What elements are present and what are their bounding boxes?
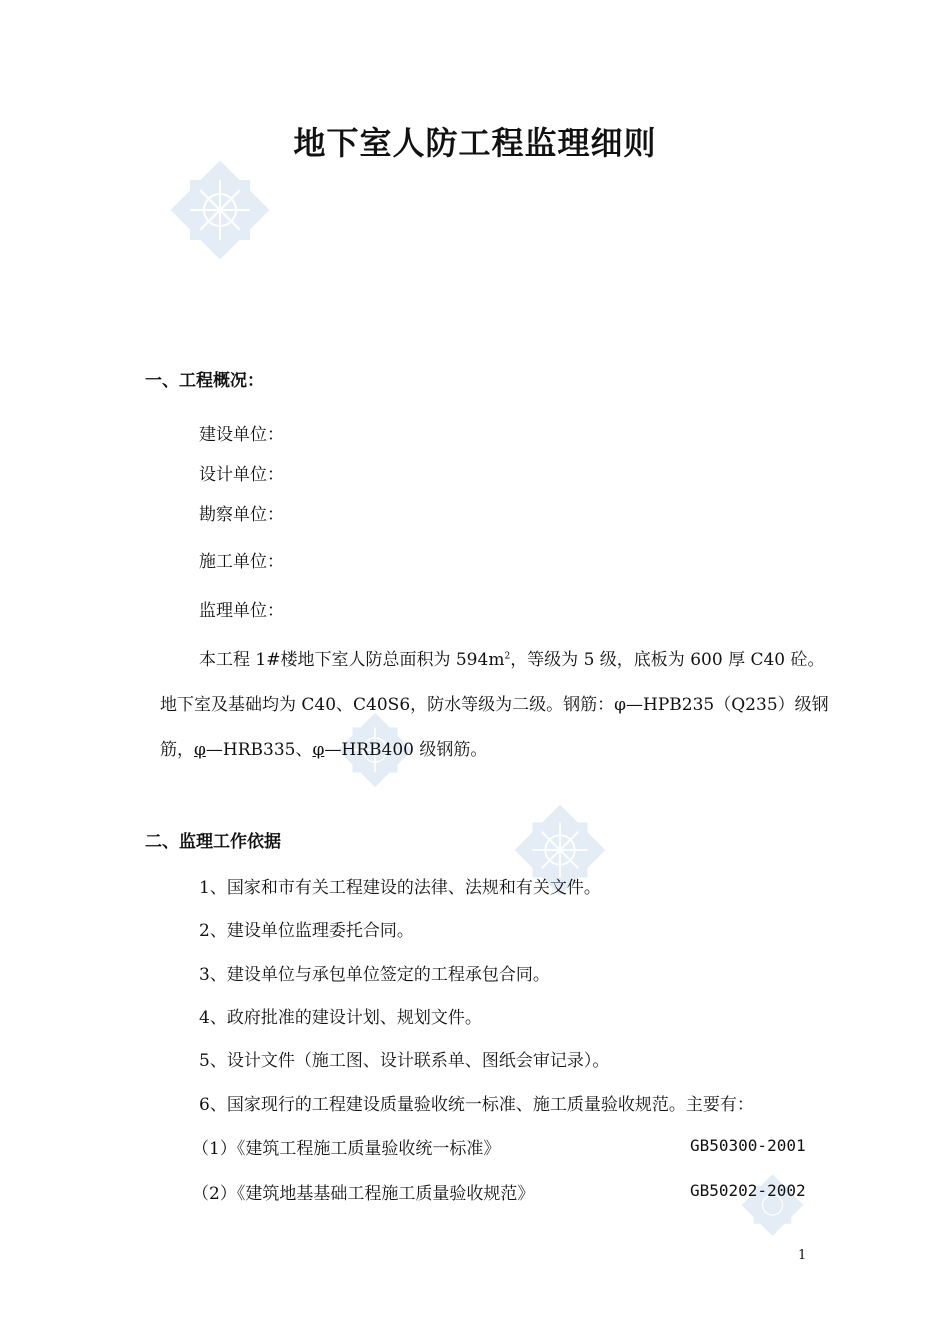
reference-code-1: GB50300-2001 bbox=[690, 1136, 806, 1155]
text-span: 筋， bbox=[160, 740, 194, 760]
phi-symbol: φ bbox=[312, 740, 325, 760]
basis-item-3: 3、建设单位与承包单位签定的工程承包合同。 bbox=[199, 965, 550, 985]
overview-paragraph-line-3 bbox=[160, 735, 487, 760]
basis-item-1: 1、国家和市有关工程建设的法律、法规和有关文件。 bbox=[199, 878, 601, 898]
reference-name-2: （2）《建筑地基基础工程施工质量验收规范》 bbox=[192, 1184, 535, 1204]
basis-item-4: 4、政府批准的建设计划、规划文件。 bbox=[199, 1008, 482, 1028]
text-span: 本工程 1#楼地下室人防总面积为 594 bbox=[199, 650, 489, 670]
section-heading-overview: 一、工程概况： bbox=[145, 371, 264, 391]
document-title: 地下室人防工程监理细则 bbox=[293, 124, 657, 162]
area-unit-superscript: 2 bbox=[504, 651, 511, 662]
watermark-emblem-icon bbox=[735, 1165, 810, 1245]
basis-item-6: 6、国家现行的工程建设质量验收统一标准、施工质量验收规范。主要有： bbox=[199, 1095, 754, 1115]
field-contractor: 施工单位： bbox=[199, 552, 284, 572]
basis-item-2: 2、建设单位监理委托合同。 bbox=[199, 921, 414, 941]
reference-code-2: GB50202-2002 bbox=[690, 1181, 806, 1200]
text-span: —HRB335、 bbox=[205, 740, 313, 760]
basis-item-5: 5、设计文件（施工图、设计联系单、图纸会审记录）。 bbox=[199, 1051, 610, 1071]
section-heading-basis: 二、监理工作依据 bbox=[145, 832, 281, 852]
text-span: ，等级为 5 级，底板为 600 厚 C40 砼。 bbox=[510, 650, 825, 670]
phi-symbol: φ bbox=[194, 740, 206, 760]
field-surveyor: 勘察单位： bbox=[199, 505, 284, 525]
reference-name-1: （1）《建筑工程施工质量验收统一标准》 bbox=[192, 1139, 501, 1159]
overview-paragraph-line-2: 地下室及基础均为 C40、C40S6，防水等级为二级。钢筋：φ—HPB235（Q235）级钢 bbox=[160, 695, 829, 715]
text-span: —HRB400 级钢筋。 bbox=[324, 740, 488, 760]
overview-paragraph-line-1 bbox=[199, 645, 825, 670]
area-unit: m bbox=[488, 650, 505, 670]
field-supervisor: 监理单位： bbox=[199, 601, 284, 621]
page-number: 1 bbox=[798, 1248, 807, 1263]
field-designer: 设计单位： bbox=[199, 465, 284, 485]
watermark-emblem-icon bbox=[160, 150, 280, 270]
field-client: 建设单位： bbox=[199, 425, 284, 445]
